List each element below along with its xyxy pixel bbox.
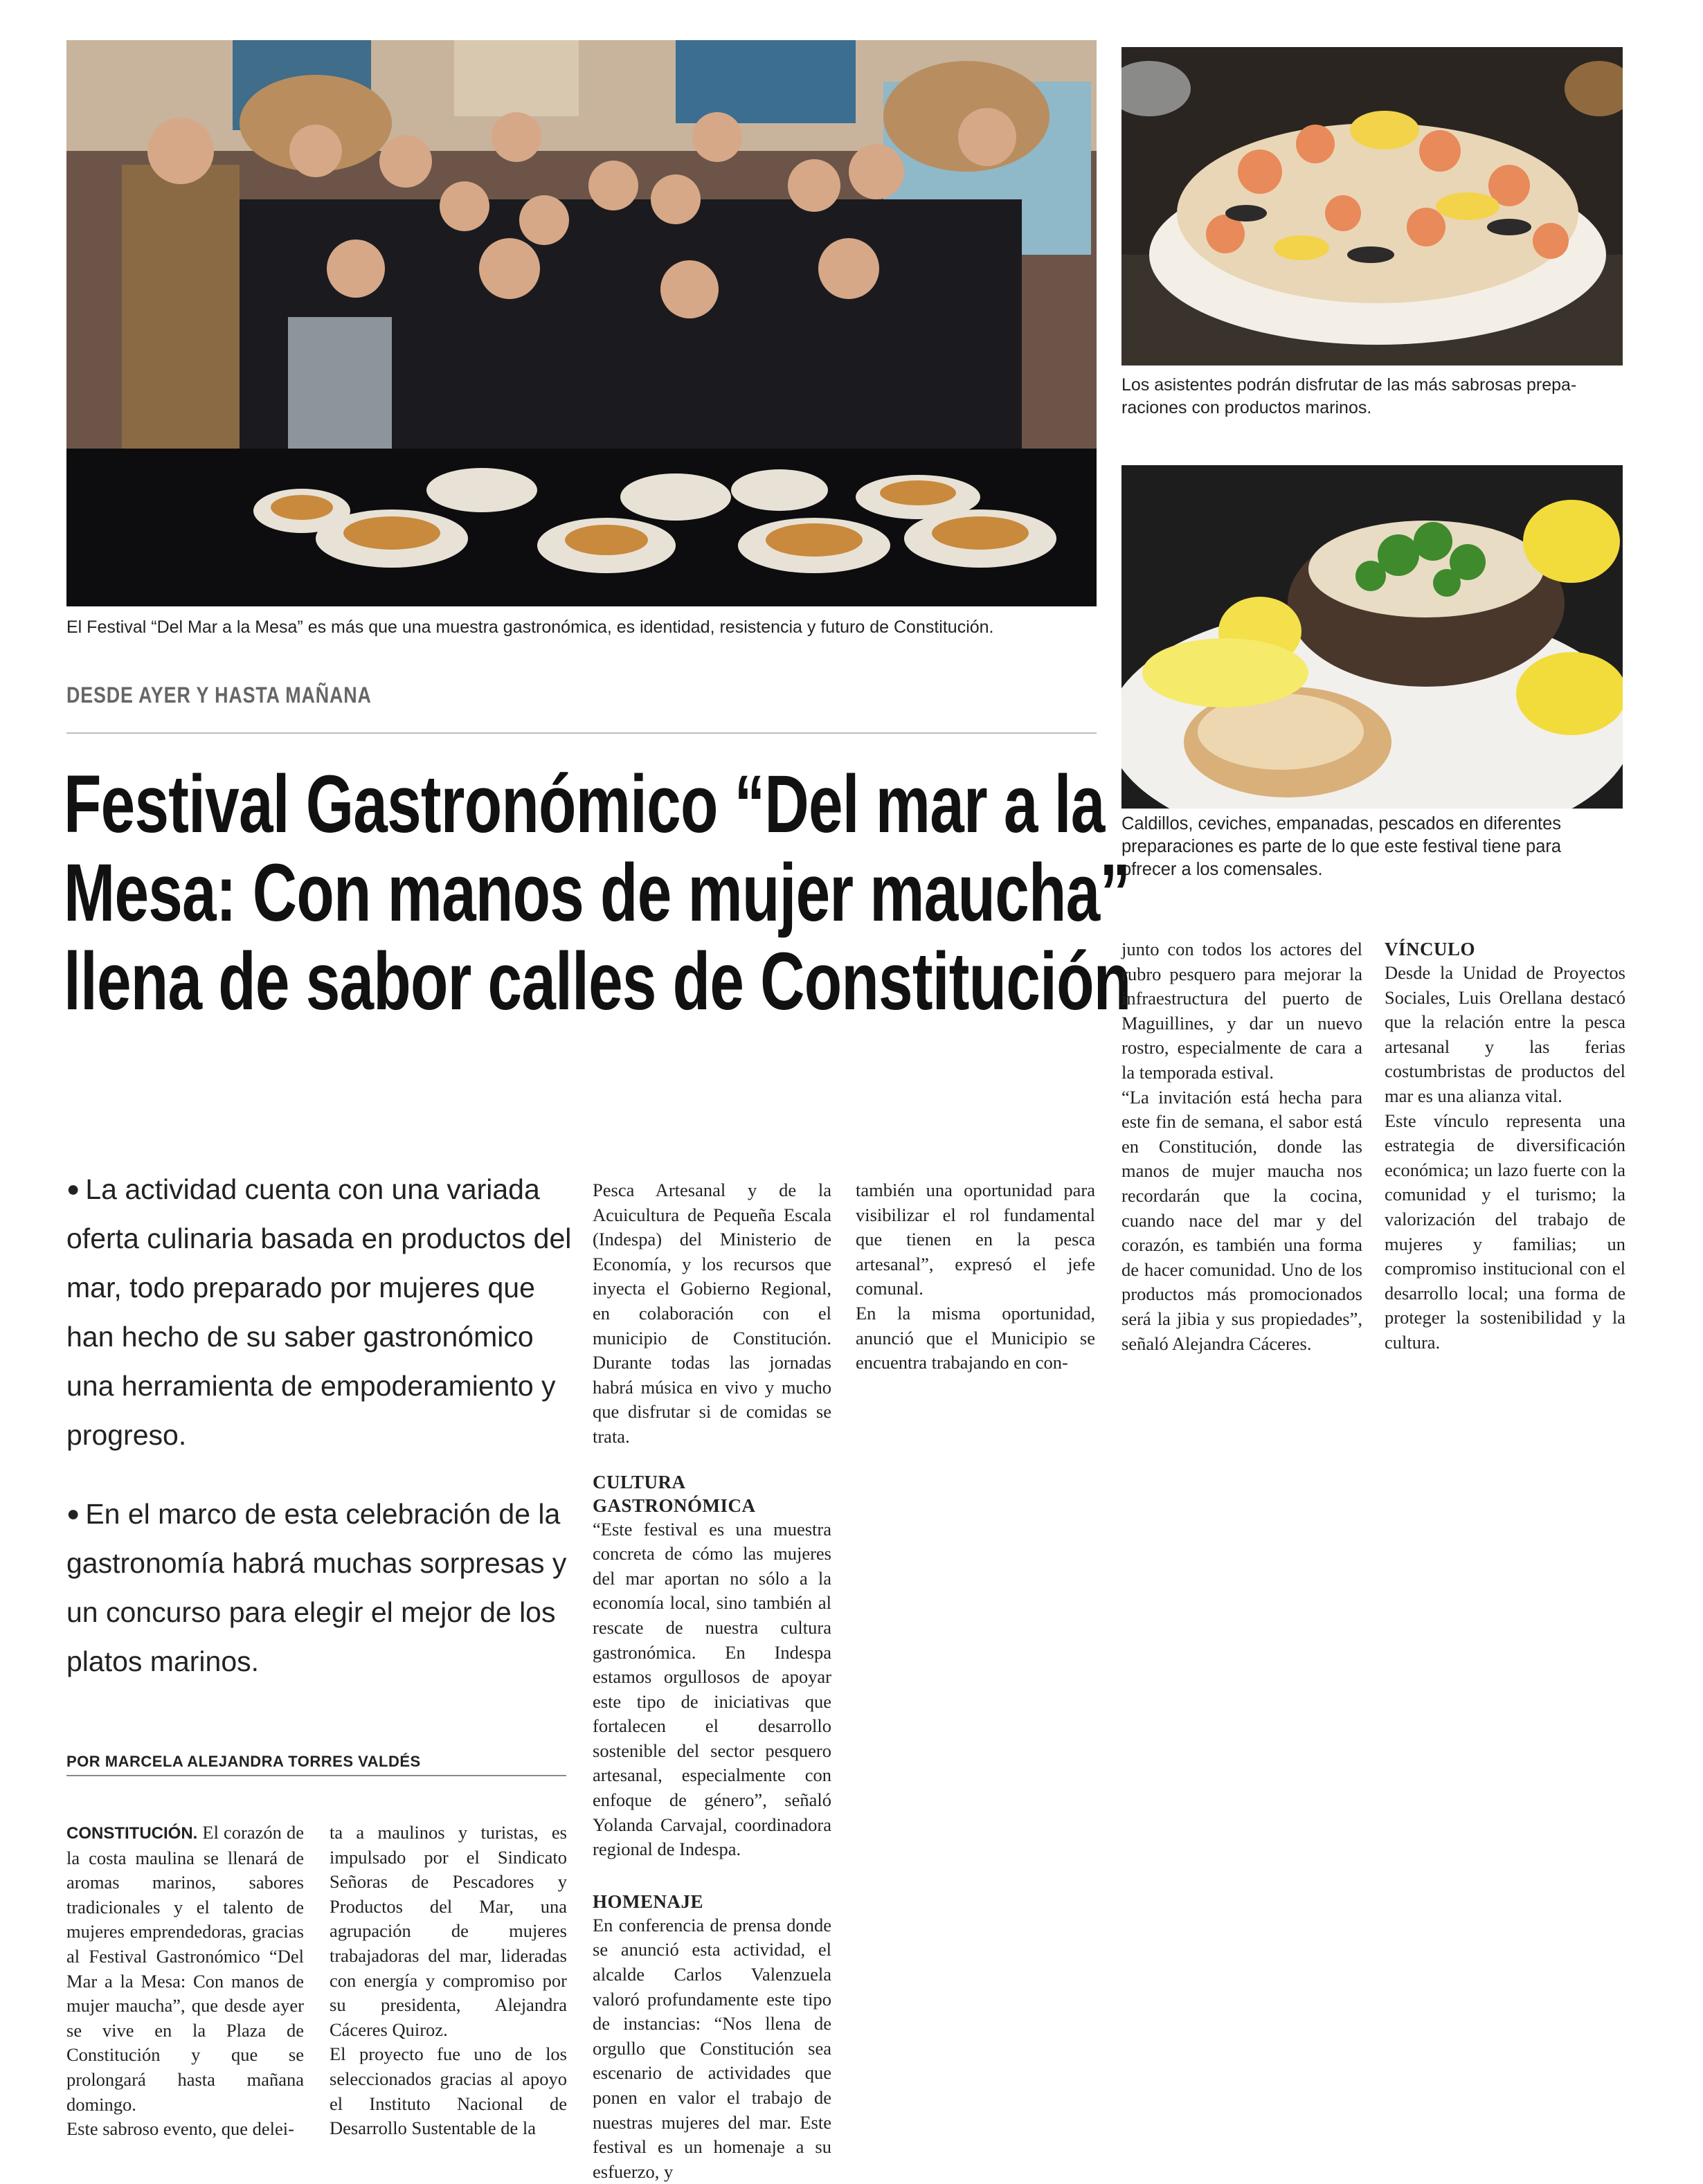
subheading-vinculo: VÍNCULO <box>1385 939 1476 959</box>
bullet-text: En el marco de esta celebración de la gastronomía habrá muchas sorpresas y un concurso para elegir el mejor de los platos marinos. <box>66 1498 567 1677</box>
dateline: CONSTITUCIÓN. <box>66 1824 198 1843</box>
mid-right-caption <box>1121 813 1627 881</box>
caption-line: preparaciones es parte de lo que este festival tiene para <box>1121 837 1562 856</box>
paragraph: Desde la Unidad de Proyectos Sociales, Luis Orellana destacó que la relación entre la pesca artesanal y las ferias costumbristas de productos del mar es una alianza vital. <box>1385 962 1625 1106</box>
caption-line: Caldillos, ceviches, empanadas, pescados en diferentes <box>1121 814 1562 833</box>
headline-line: Festival Gastronómico “Del mar a la <box>64 759 1105 850</box>
summary-bullet <box>66 1489 572 1686</box>
caption-line: Los asistentes podrán disfrutar de las más sabrosas prepa- <box>1121 375 1577 395</box>
paragraph: ta a maulinos y turistas, es impulsado por el Sindicato Señoras de Pescadores y Productos del Mar, una agrupación de mujeres trabajadoras del mar, lideradas con energía y compromiso por su presidenta, Alejandra Cáceres Quiroz. <box>330 1822 567 2040</box>
headline-line: llena de sabor calles de Constitución <box>64 936 1131 1027</box>
paragraph-text: El corazón de la costa maulina se llenará de aromas marinos, sabores tradicionales y el talento de mujeres emprendedoras, gracias al Festival Gastronómico “Del Mar a la Mesa: Con manos de mujer maucha”, que desde ayer se vive en la Plaza de Constitución y que se prolongará hasta mañana domingo. <box>66 1822 304 2115</box>
paragraph: En la misma oportunidad, anunció que el Municipio se encuentra trabajando en con- <box>856 1302 1095 1373</box>
subheading-line: CULTURA <box>593 1471 686 1492</box>
caption-line: raciones con productos marinos. <box>1121 398 1372 417</box>
subheading-line: GASTRONÓMICA <box>593 1495 756 1516</box>
article-headline <box>64 759 1131 1027</box>
paragraph: “La invitación está hecha para este fin de semana, el sabor está en Constitución, donde las manos de mujer maucha nos recordarán que la cocina, cuando nace del mar y del corazón, es también una forma de hacer comunidad. Uno de los productos más promocionados será la jibia y sus propiedades”, señaló Alejandra Cáceres. <box>1121 1086 1362 1354</box>
paragraph: Pesca Artesanal y de la Acuicultura de Pequeña Escala (Indespa) del Ministerio de Economía, y los recursos que inyecta el Gobierno Regional, en colaboración con el municipio de Constitución. Durante todas las jornadas habrá música en vivo y mucho que disfrutar si de comidas se trata. <box>593 1180 831 1447</box>
section-kicker: DESDE AYER Y HASTA MAÑANA <box>66 683 372 707</box>
bullet-dot-icon: ● <box>66 1176 80 1201</box>
paragraph: junto con todos los actores del rubro pesquero para mejorar la infraestructura del puerto de Maguillines, y dar un nuevo rostro, especialmente de cara a la temporada estival. <box>1121 939 1362 1083</box>
byline: POR MARCELA ALEJANDRA TORRES VALDÉS <box>66 1753 421 1770</box>
caption-line: ofrecer a los comensales. <box>1121 860 1323 879</box>
article-column-3 <box>593 1178 831 2184</box>
main-photo <box>66 40 1097 606</box>
article-column-2 <box>330 1821 567 2141</box>
caldillo-bowl-image <box>1121 465 1623 809</box>
paragraph: En conferencia de prensa donde se anunció esta actividad, el alcalde Carlos Valenzuela valoró profundamente este tipo de instancias: “Nos llena de orgullo que Constitución sea escenario de actividades que ponen en valor el trabajo de nuestras mujeres del mar. Este festival es un homenaje a su esfuerzo, y <box>593 1914 831 2182</box>
seafood-plate-image <box>1121 47 1623 365</box>
summary-bullet <box>66 1164 572 1460</box>
article-column-5 <box>1121 937 1362 1356</box>
subheading-cultura <box>593 1470 831 1517</box>
bullet-dot-icon: ● <box>66 1501 80 1526</box>
paragraph: Este sabroso evento, que delei- <box>66 2118 294 2140</box>
kicker-divider <box>66 732 1097 734</box>
headline-line: Mesa: Con manos de mujer maucha” <box>64 847 1130 939</box>
summary-bullets <box>66 1164 572 1715</box>
paragraph <box>66 1821 304 2117</box>
main-photo-caption: El Festival “Del Mar a la Mesa” es más que una muestra gastronómica, es identidad, resistencia y futuro de Constitución. <box>66 617 994 637</box>
paragraph: también una oportunidad para visibilizar el rol fundamental que tienen en la pesca artesanal”, expresó el jefe comunal. <box>856 1180 1095 1299</box>
mid-right-photo <box>1121 465 1623 809</box>
paragraph: El proyecto fue uno de los seleccionados gracias al apoyo el Instituto Nacional de Desarrollo Sustentable de la <box>330 2043 567 2139</box>
article-column-4 <box>856 1178 1095 1375</box>
byline-divider <box>66 1775 566 1776</box>
top-right-photo <box>1121 47 1623 365</box>
top-right-caption <box>1121 374 1627 419</box>
article-column-1 <box>66 1821 304 2142</box>
paragraph: Este vínculo representa una estrategia de diversificación económica; un lazo fuerte con la comunidad y el turismo; la valorización del trabajo de mujeres y familias; un compromiso institucional con el desarrollo local; una forma de proteger la sostenibilidad y la cultura. <box>1385 1110 1625 1353</box>
article-column-6 <box>1385 937 1625 1355</box>
group-photo-image <box>66 40 1097 606</box>
paragraph: “Este festival es una muestra concreta de cómo las mujeres del mar aportan no sólo a la economía local, sino también al rescate de nuestra cultura gastronómica. En Indespa estamos orgullosos de apoyar este tipo de iniciativas que fortalecen el desarrollo sostenible del sector pesquero artesanal, especialmente con enfoque de género”, señaló Yolanda Carvajal, coordinadora regional de Indespa. <box>593 1518 831 1860</box>
subheading-homenaje: HOMENAJE <box>593 1890 704 1912</box>
bullet-text: La actividad cuenta con una variada oferta culinaria basada en productos del mar, todo preparado por mujeres que han hecho de su saber gastronómico una herramienta de empoderamiento y progreso. <box>66 1173 572 1451</box>
